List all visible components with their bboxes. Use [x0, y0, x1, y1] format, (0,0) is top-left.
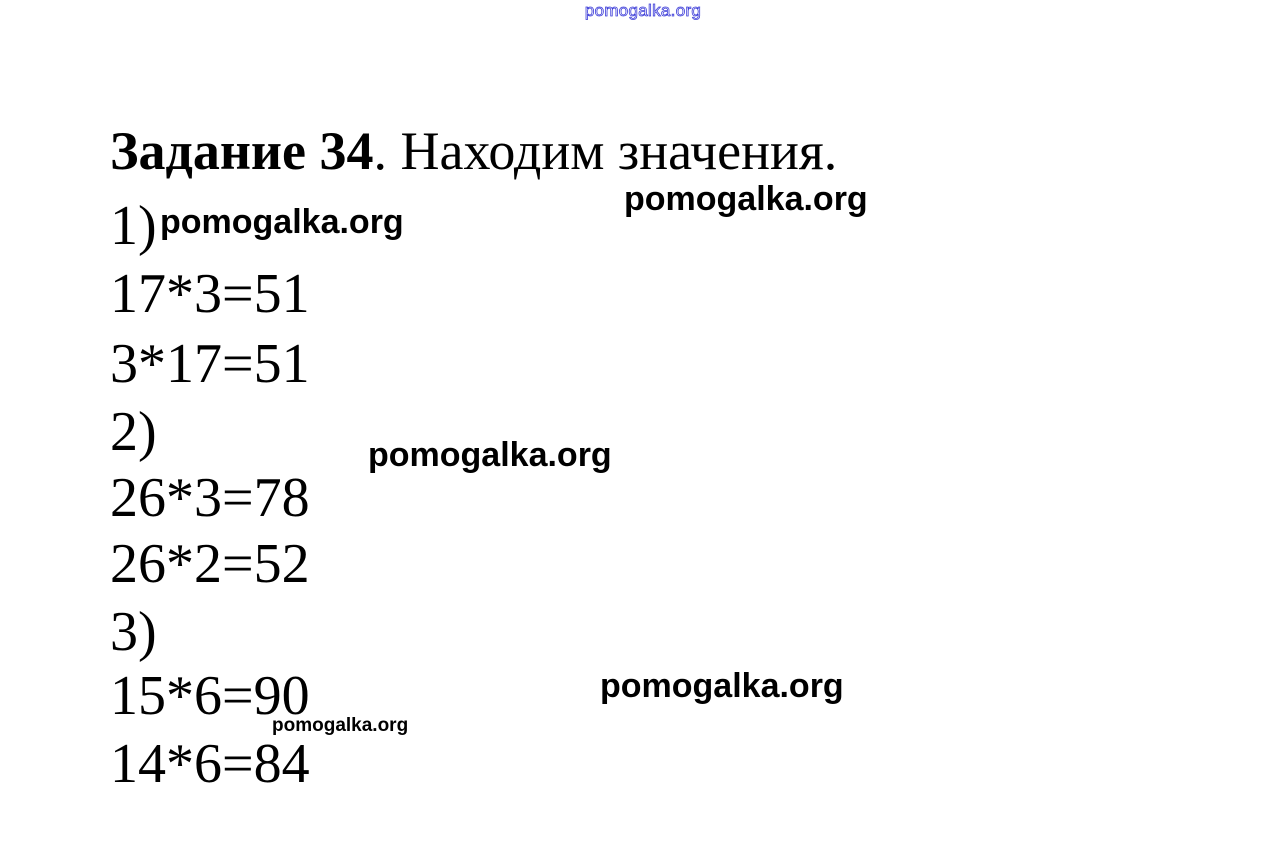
- part-label-2: 2): [110, 401, 157, 463]
- watermark-3: pomogalka.org: [368, 436, 612, 474]
- equation-5: 15*6=90: [110, 665, 310, 727]
- part-label-1: 1): [110, 195, 157, 257]
- task-instruction: . Находим значения.: [373, 121, 838, 181]
- equation-2: 3*17=51: [110, 333, 310, 395]
- watermark-5: pomogalka.org: [272, 715, 409, 736]
- equation-6: 14*6=84: [110, 733, 310, 795]
- watermark-4: pomogalka.org: [600, 667, 844, 705]
- equation-3: 26*3=78: [110, 467, 310, 529]
- watermark-1: pomogalka.org: [624, 180, 868, 218]
- equation-4: 26*2=52: [110, 533, 310, 595]
- equation-1: 17*3=51: [110, 263, 310, 325]
- watermark-2: pomogalka.org: [160, 203, 404, 241]
- task-number: Задание 34: [110, 121, 374, 181]
- site-watermark-top: pomogalka.org: [584, 1, 702, 20]
- task-title: [110, 121, 838, 181]
- part-label-3: 3): [110, 601, 157, 663]
